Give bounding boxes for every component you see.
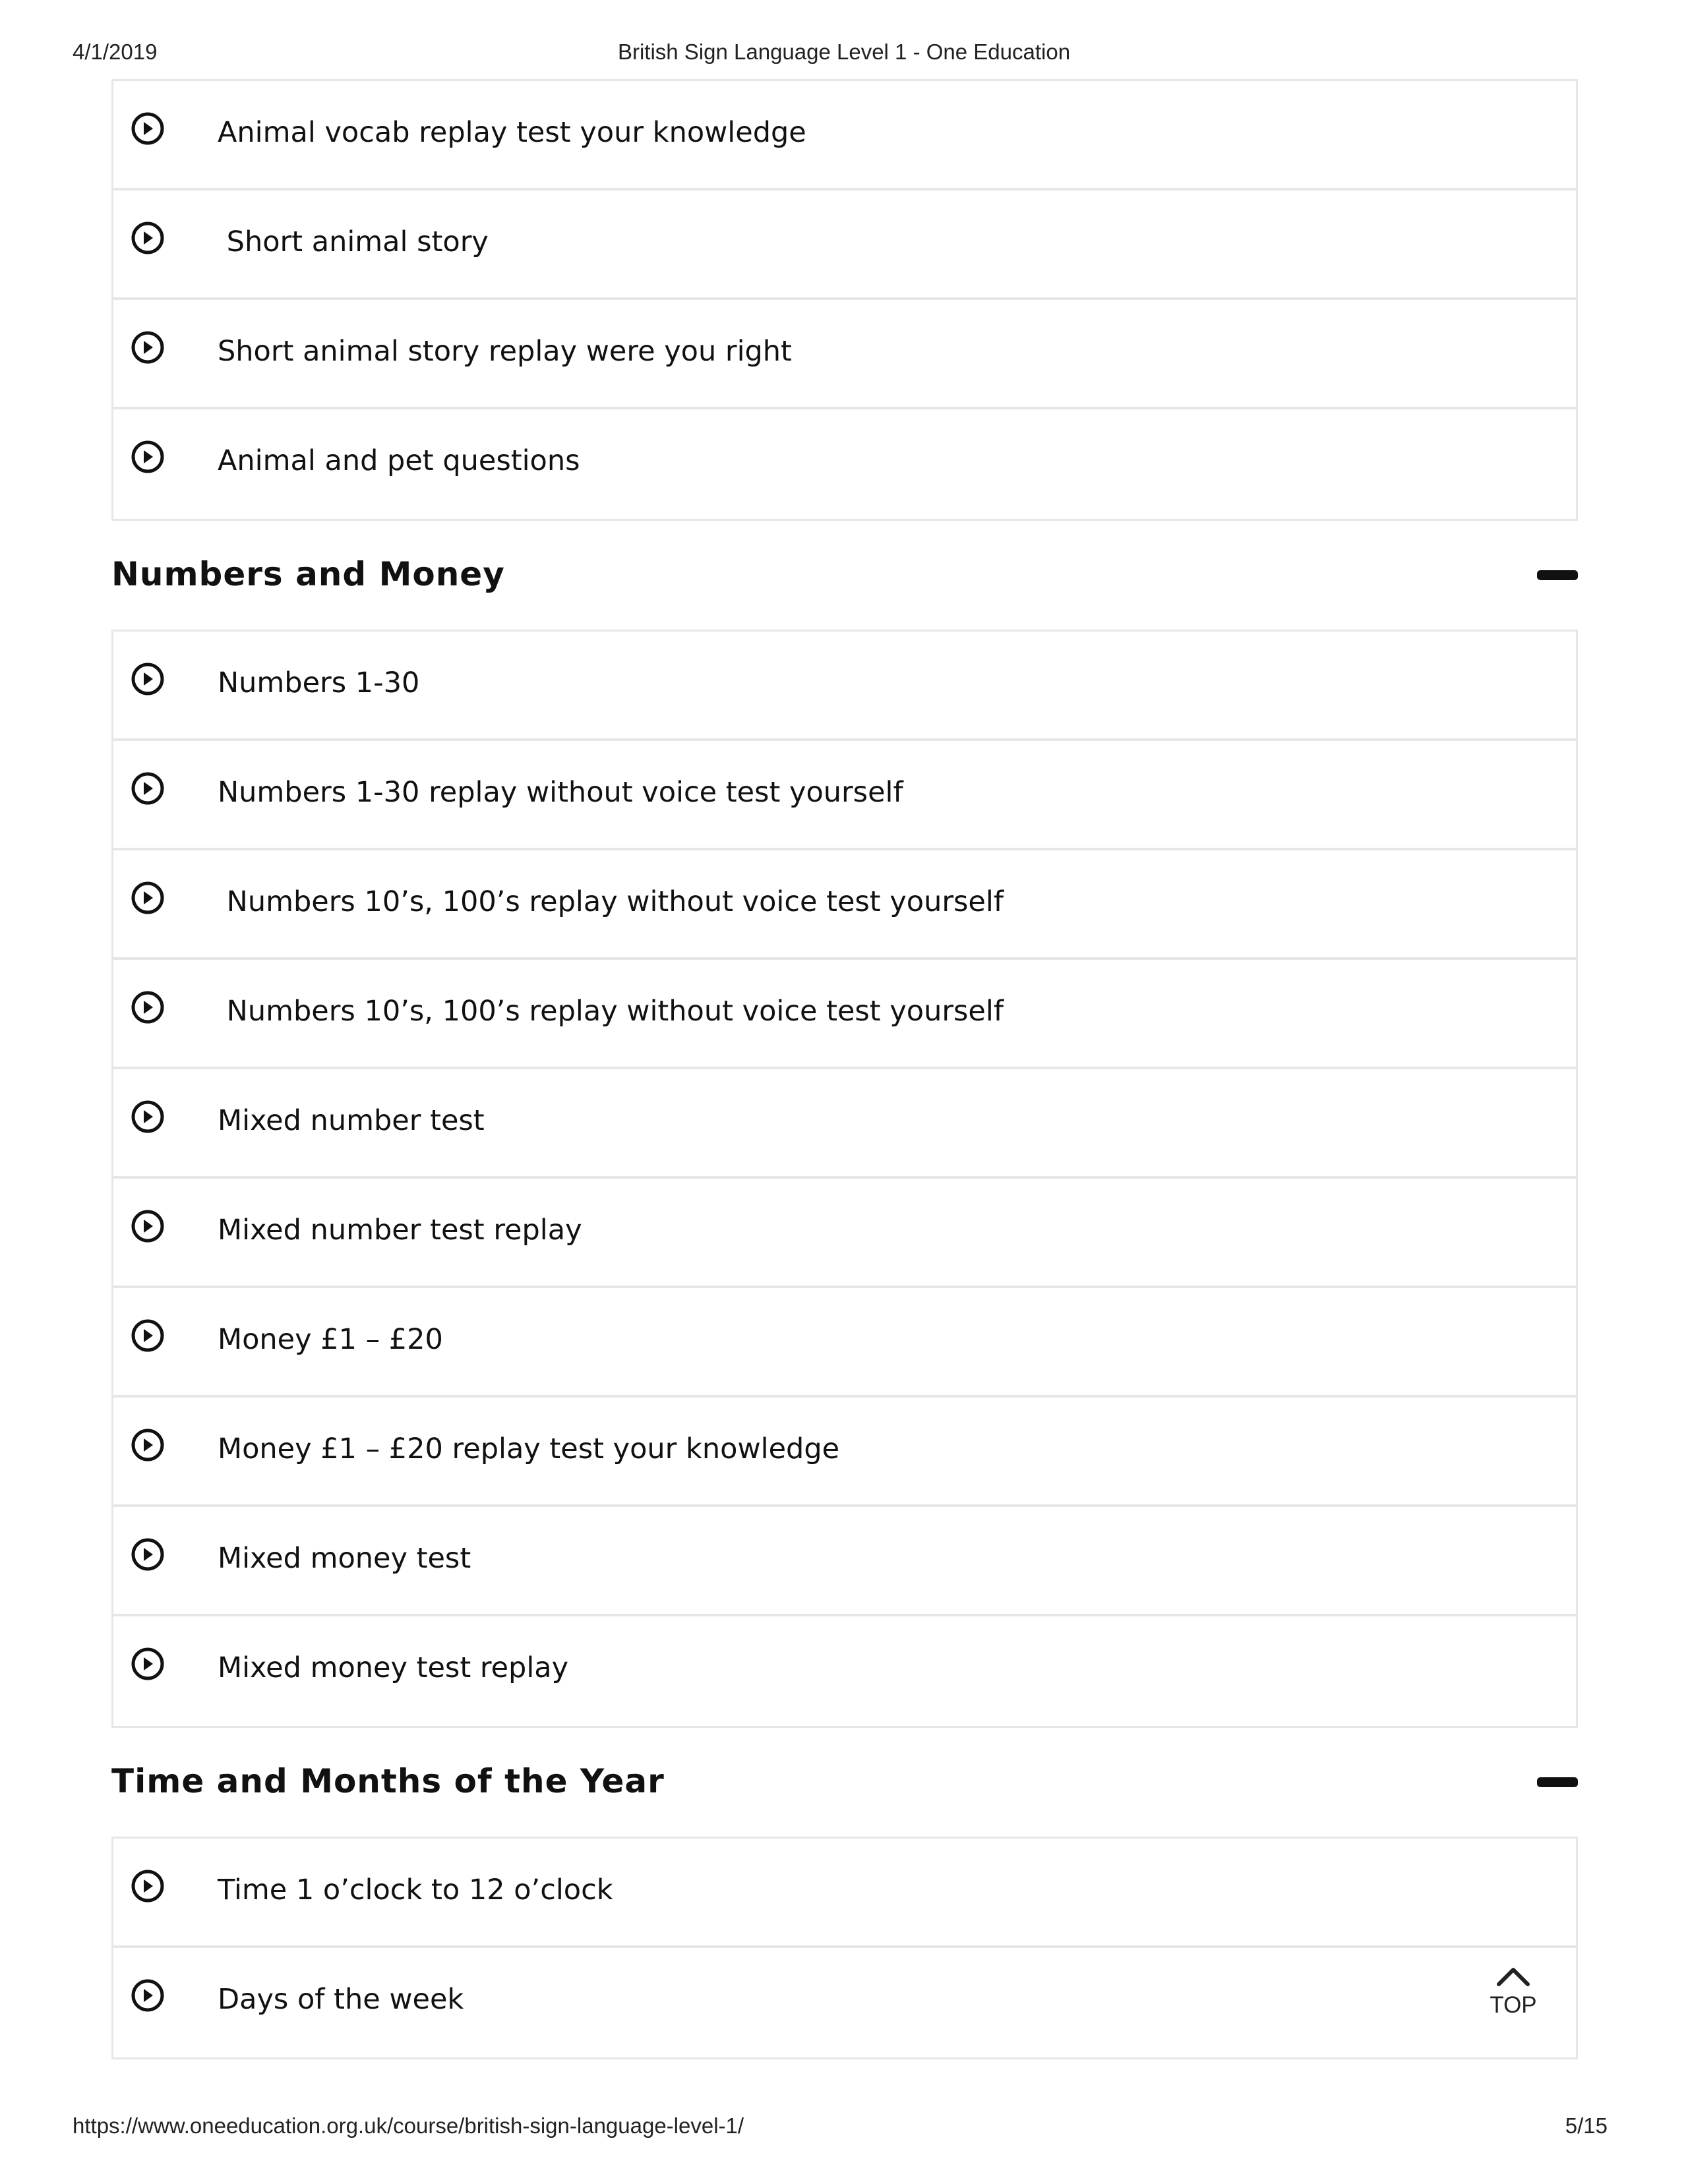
play-circle-icon bbox=[131, 111, 165, 146]
play-circle-icon bbox=[131, 881, 165, 915]
play-circle-icon bbox=[131, 1318, 165, 1353]
lesson-title[interactable]: Short animal story bbox=[218, 225, 489, 258]
lesson-item[interactable] bbox=[113, 1616, 1576, 1726]
lesson-title[interactable]: Time 1 o’clock to 12 o’clock bbox=[218, 1874, 613, 1906]
minus-icon bbox=[1537, 1777, 1578, 1787]
collapse-toggle[interactable] bbox=[1537, 568, 1578, 581]
lesson-title[interactable]: Numbers 1-30 bbox=[218, 666, 420, 699]
lesson-item[interactable] bbox=[113, 300, 1576, 409]
lesson-title[interactable]: Numbers 10’s, 100’s replay without voice test yourself bbox=[218, 885, 1004, 918]
lesson-title[interactable]: Money £1 – £20 bbox=[218, 1323, 443, 1356]
lesson-title[interactable]: Mixed money test bbox=[218, 1542, 471, 1575]
print-header bbox=[73, 40, 1615, 69]
lesson-title[interactable]: Money £1 – £20 replay test your knowledge bbox=[218, 1432, 840, 1465]
lesson-item[interactable] bbox=[113, 191, 1576, 300]
minus-icon bbox=[1537, 570, 1578, 580]
print-document-title: British Sign Language Level 1 - One Education bbox=[617, 40, 1071, 64]
lesson-title[interactable]: Numbers 1-30 replay without voice test yourself bbox=[218, 776, 903, 809]
section-header-time-and-months[interactable] bbox=[111, 1728, 1578, 1837]
lesson-item[interactable] bbox=[113, 1507, 1576, 1616]
lesson-title[interactable]: Short animal story replay were you right bbox=[218, 335, 792, 368]
play-circle-icon bbox=[131, 1869, 165, 1903]
lesson-item[interactable] bbox=[113, 1069, 1576, 1179]
lesson-title[interactable]: Days of the week bbox=[218, 1983, 464, 2016]
lesson-item[interactable] bbox=[113, 741, 1576, 850]
course-curriculum bbox=[111, 79, 1578, 2059]
section-header-numbers-and-money[interactable] bbox=[111, 521, 1578, 630]
section-title: Numbers and Money bbox=[111, 555, 505, 593]
lesson-item[interactable] bbox=[113, 1288, 1576, 1398]
print-url: https://www.oneeducation.org.uk/course/british-sign-language-level-1/ bbox=[73, 2113, 744, 2138]
lesson-item[interactable] bbox=[113, 409, 1576, 519]
lesson-title[interactable]: Mixed number test replay bbox=[218, 1214, 582, 1247]
play-circle-icon bbox=[131, 1428, 165, 1462]
play-circle-icon bbox=[131, 662, 165, 696]
page-number: 5/15 bbox=[1565, 2113, 1608, 2138]
lesson-list-animals bbox=[111, 79, 1578, 521]
lesson-list-numbers-and-money bbox=[111, 630, 1578, 1728]
lesson-item[interactable] bbox=[113, 850, 1576, 960]
lesson-list-time-and-months bbox=[111, 1837, 1578, 2059]
lesson-title[interactable]: Mixed money test replay bbox=[218, 1651, 569, 1684]
section-title: Time and Months of the Year bbox=[111, 1762, 665, 1800]
play-circle-icon bbox=[131, 330, 165, 365]
lesson-title[interactable]: Mixed number test bbox=[218, 1104, 485, 1137]
play-circle-icon bbox=[131, 221, 165, 255]
play-circle-icon bbox=[131, 990, 165, 1024]
chevron-up-icon bbox=[1477, 1964, 1550, 1988]
lesson-item[interactable] bbox=[113, 960, 1576, 1069]
lesson-title[interactable]: Numbers 10’s, 100’s replay without voice test yourself bbox=[218, 995, 1004, 1028]
play-circle-icon bbox=[131, 1209, 165, 1243]
play-circle-icon bbox=[131, 1100, 165, 1134]
collapse-toggle[interactable] bbox=[1537, 1775, 1578, 1788]
lesson-title[interactable]: Animal and pet questions bbox=[218, 444, 580, 477]
play-circle-icon bbox=[131, 1978, 165, 2013]
lesson-item[interactable] bbox=[113, 81, 1576, 191]
play-circle-icon bbox=[131, 1537, 165, 1572]
lesson-title[interactable]: Animal vocab replay test your knowledge bbox=[218, 116, 806, 149]
print-date: 4/1/2019 bbox=[73, 40, 158, 64]
lesson-item[interactable] bbox=[113, 1179, 1576, 1288]
play-circle-icon bbox=[131, 1647, 165, 1681]
lesson-item[interactable] bbox=[113, 1398, 1576, 1507]
back-to-top-button[interactable] bbox=[1477, 1964, 1550, 2030]
back-to-top-label: TOP bbox=[1490, 1992, 1537, 2018]
lesson-item[interactable] bbox=[113, 632, 1576, 741]
play-circle-icon bbox=[131, 440, 165, 474]
print-footer bbox=[73, 2113, 1615, 2142]
lesson-item[interactable] bbox=[113, 1839, 1576, 1948]
play-circle-icon bbox=[131, 771, 165, 806]
lesson-item[interactable] bbox=[113, 1948, 1576, 2057]
